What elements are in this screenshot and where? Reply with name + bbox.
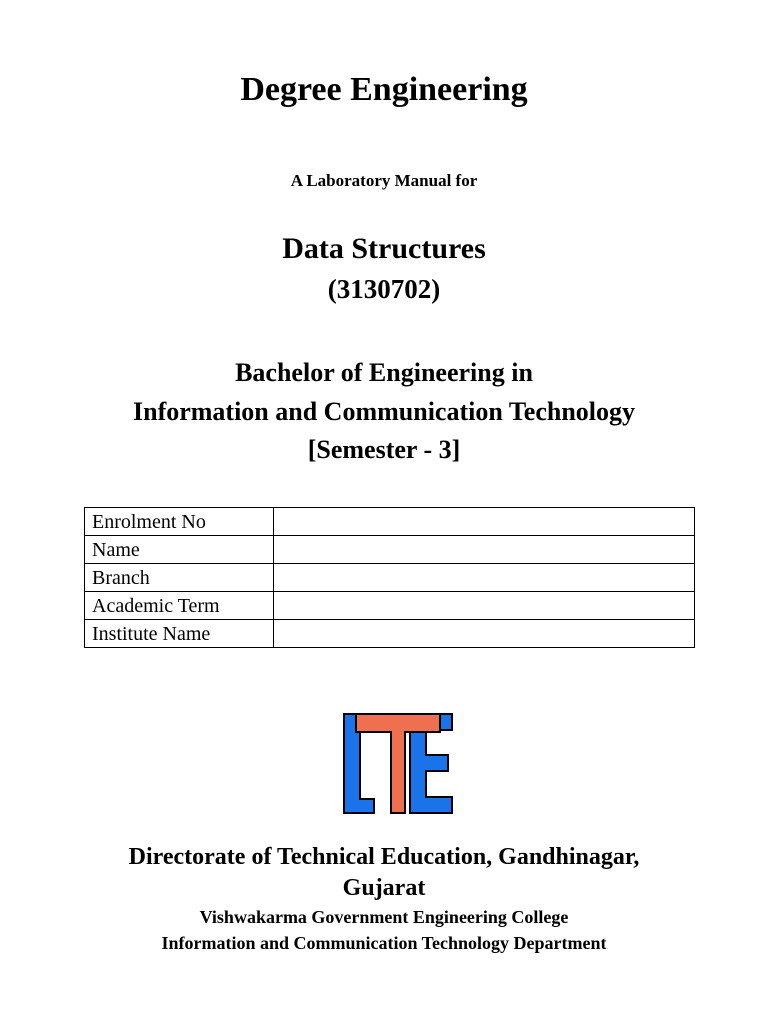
row-label-enrolment-no: Enrolment No	[85, 508, 274, 536]
semester-label: [Semester - 3]	[307, 435, 461, 464]
cte-logo-icon	[342, 712, 454, 815]
student-info-table	[84, 507, 695, 648]
degree-title: Degree Engineering	[240, 71, 528, 108]
department-name: Information and Communication Technology Department	[161, 933, 607, 953]
program-line-1: Bachelor of Engineering in	[235, 358, 533, 387]
row-label-academic-term: Academic Term	[85, 592, 274, 620]
directorate-line-2: Gujarat	[342, 875, 426, 901]
college-name: Vishwakarma Government Engineering College	[199, 907, 569, 927]
table-row	[85, 620, 695, 648]
row-value-branch[interactable]	[274, 564, 695, 592]
table-row	[85, 508, 695, 536]
subject-code: (3130702)	[327, 274, 441, 304]
program-line-2: Information and Communication Technology	[132, 397, 636, 426]
table-row	[85, 564, 695, 592]
row-value-academic-term[interactable]	[274, 592, 695, 620]
row-label-branch: Branch	[85, 564, 274, 592]
row-value-name[interactable]	[274, 536, 695, 564]
manual-subtitle: A Laboratory Manual for	[290, 171, 478, 190]
table-row	[85, 536, 695, 564]
row-value-institute-name[interactable]	[274, 620, 695, 648]
row-label-institute-name: Institute Name	[85, 620, 274, 648]
subject-title: Data Structures	[282, 232, 486, 265]
directorate-line-1: Directorate of Technical Education, Gandhinagar,	[128, 844, 640, 870]
row-label-name: Name	[85, 536, 274, 564]
table-row	[85, 592, 695, 620]
row-value-enrolment-no[interactable]	[274, 508, 695, 536]
